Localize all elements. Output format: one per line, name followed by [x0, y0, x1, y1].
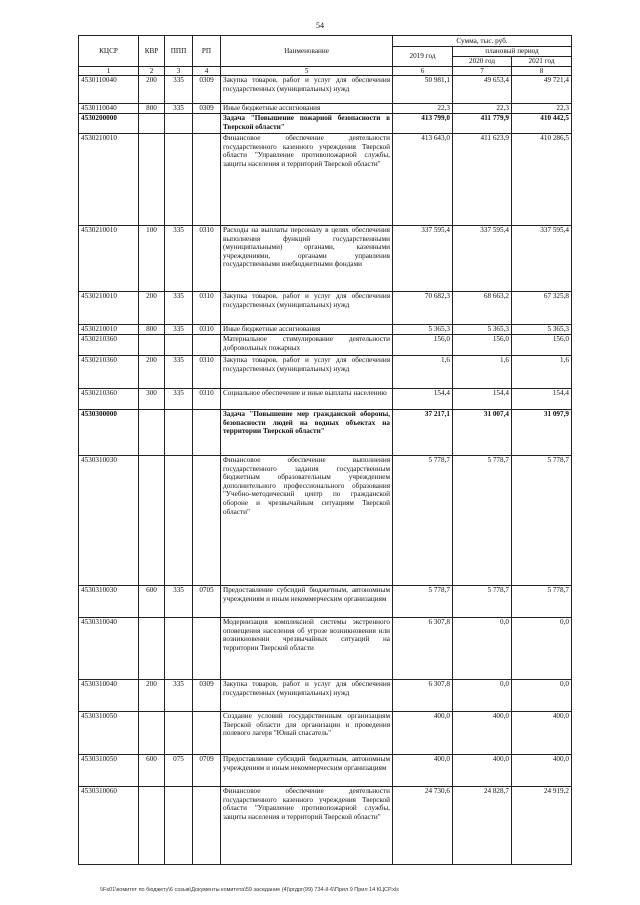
cell-kvr	[139, 114, 165, 134]
cell-kvr: 200	[139, 292, 165, 325]
cell-kcsr: 4530210360	[79, 356, 139, 389]
cell-2021: 5 778,7	[512, 586, 572, 618]
cell-2019: 156,0	[393, 335, 453, 356]
cell-2021: 0,0	[512, 618, 572, 680]
cell-2019: 24 730,6	[393, 787, 453, 865]
cell-2020: 5 365,3	[453, 325, 512, 335]
cell-name: Предоставление субсидий бюджетным, автономным учреждениям и иным некоммерческим организациям	[221, 755, 393, 787]
cell-2020: 0,0	[453, 680, 512, 712]
cell-name: Иные бюджетные ассигнования	[221, 325, 393, 335]
cell-kcsr: 4530310040	[79, 618, 139, 680]
table-row	[79, 114, 572, 134]
cell-ppp: 075	[165, 755, 193, 787]
cell-2019: 6 307,8	[393, 680, 453, 712]
column-index: 4	[193, 67, 221, 76]
cell-kcsr: 4530310050	[79, 712, 139, 755]
cell-ppp: 335	[165, 680, 193, 712]
cell-kcsr: 4530210360	[79, 335, 139, 356]
cell-2019: 70 682,3	[393, 292, 453, 325]
column-index-row	[79, 67, 572, 76]
cell-2019: 400,0	[393, 712, 453, 755]
cell-rp	[193, 712, 221, 755]
cell-name: Задача "Повышение мер гражданской обороны, безопасности людей на водных объектах на территории Тверской области"	[221, 410, 393, 456]
cell-kcsr: 4530110040	[79, 76, 139, 104]
cell-kvr	[139, 712, 165, 755]
cell-ppp: 335	[165, 325, 193, 335]
column-index: 3	[165, 67, 193, 76]
cell-rp: 0310	[193, 356, 221, 389]
cell-name: Финансовое обеспечение деятельности государственного казенного учреждения Тверской области "Управление противопожарной службы, защиты населения и территорий Тверской области"	[221, 134, 393, 226]
cell-rp: 0309	[193, 680, 221, 712]
cell-2020: 22,3	[453, 104, 512, 114]
cell-2020: 156,0	[453, 335, 512, 356]
table-row	[79, 134, 572, 226]
cell-2019: 5 778,7	[393, 586, 453, 618]
header-2020: 2020 год	[453, 57, 512, 67]
cell-rp: 0310	[193, 292, 221, 325]
cell-rp: 0310	[193, 389, 221, 410]
cell-2020: 49 653,4	[453, 76, 512, 104]
cell-2019: 22,3	[393, 104, 453, 114]
cell-ppp	[165, 618, 193, 680]
cell-kcsr: 4530210010	[79, 134, 139, 226]
cell-rp	[193, 787, 221, 865]
cell-kvr: 800	[139, 325, 165, 335]
cell-2021: 24 919,2	[512, 787, 572, 865]
cell-ppp	[165, 787, 193, 865]
cell-2020: 1,6	[453, 356, 512, 389]
cell-ppp: 335	[165, 356, 193, 389]
cell-ppp: 335	[165, 104, 193, 114]
cell-2019: 413 643,0	[393, 134, 453, 226]
cell-2021: 5 365,3	[512, 325, 572, 335]
cell-kvr: 600	[139, 755, 165, 787]
cell-name: Финансовое обеспечение выполнения государственного задания государственным бюджетным образовательным учреждением дополнительного профессионального образования "Учебно-методический центр по гражданской обороне и чрезвычайным ситуациям Тверской области"	[221, 456, 393, 586]
cell-rp: 0309	[193, 76, 221, 104]
table-body	[79, 76, 572, 865]
cell-2021: 410 286,5	[512, 134, 572, 226]
cell-rp	[193, 410, 221, 456]
cell-2021: 156,0	[512, 335, 572, 356]
cell-name: Расходы на выплаты персоналу в целях обеспечения выполнения функций государственными (муниципальными) органами, казенными учреждениями, органами управления государственными внебюджетными фондами	[221, 226, 393, 292]
column-index: 6	[393, 67, 453, 76]
header-kcsr: КЦСР	[79, 36, 139, 67]
cell-kvr	[139, 410, 165, 456]
cell-rp: 0309	[193, 104, 221, 114]
cell-kcsr: 4530210010	[79, 226, 139, 292]
cell-2021: 0,0	[512, 680, 572, 712]
cell-kcsr: 4530210010	[79, 325, 139, 335]
cell-rp	[193, 114, 221, 134]
cell-ppp	[165, 456, 193, 586]
cell-kvr: 200	[139, 680, 165, 712]
table-row	[79, 787, 572, 865]
cell-2019: 50 981,1	[393, 76, 453, 104]
cell-ppp: 335	[165, 389, 193, 410]
cell-2019: 37 217,1	[393, 410, 453, 456]
table-row	[79, 292, 572, 325]
table-row	[79, 456, 572, 586]
cell-name: Создание условий государственным организациям Тверской области для организации и проведения полевого лагеря "Юный спасатель"	[221, 712, 393, 755]
cell-2021: 67 325,8	[512, 292, 572, 325]
cell-name: Социальное обеспечение и иные выплаты населению	[221, 389, 393, 410]
cell-name: Закупка товаров, работ и услуг для обеспечения государственных (муниципальных) нужд	[221, 76, 393, 104]
cell-2021: 410 442,5	[512, 114, 572, 134]
cell-2019: 5 778,7	[393, 456, 453, 586]
header-kvr: КВР	[139, 36, 165, 67]
cell-2020: 5 778,7	[453, 456, 512, 586]
cell-2020: 411 623,9	[453, 134, 512, 226]
cell-2019: 154,4	[393, 389, 453, 410]
cell-rp: 0310	[193, 325, 221, 335]
table-row	[79, 76, 572, 104]
column-index: 5	[221, 67, 393, 76]
cell-ppp	[165, 410, 193, 456]
cell-2019: 6 307,8	[393, 618, 453, 680]
cell-2020: 68 663,2	[453, 292, 512, 325]
cell-kvr: 200	[139, 76, 165, 104]
header-2021: 2021 год	[512, 57, 572, 67]
cell-2021: 400,0	[512, 712, 572, 755]
cell-2020: 400,0	[453, 755, 512, 787]
cell-kvr	[139, 618, 165, 680]
cell-2021: 400,0	[512, 755, 572, 787]
cell-rp: 0705	[193, 586, 221, 618]
cell-2021: 1,6	[512, 356, 572, 389]
cell-kcsr: 4530110040	[79, 104, 139, 114]
table-row	[79, 356, 572, 389]
cell-name: Закупка товаров, работ и услуг для обеспечения государственных (муниципальных) нужд	[221, 356, 393, 389]
cell-name: Иные бюджетные ассигнования	[221, 104, 393, 114]
cell-2020: 154,4	[453, 389, 512, 410]
column-index: 7	[453, 67, 512, 76]
cell-ppp	[165, 712, 193, 755]
cell-2021: 337 595,4	[512, 226, 572, 292]
cell-2020: 24 828,7	[453, 787, 512, 865]
cell-kvr: 200	[139, 356, 165, 389]
table-row	[79, 410, 572, 456]
footer-file-path: \\Fs01\комитет по бюджету\6 созыв\Документы комитета\59 заседание (4)\ргдрг(99) 734-II-6\Прил 9 Прил 14 КЦСР.xls	[100, 887, 399, 893]
cell-2020: 5 778,7	[453, 586, 512, 618]
cell-2020: 411 779,9	[453, 114, 512, 134]
cell-2020: 0,0	[453, 618, 512, 680]
cell-rp	[193, 618, 221, 680]
cell-2019: 1,6	[393, 356, 453, 389]
table-row	[79, 226, 572, 292]
cell-kvr	[139, 134, 165, 226]
cell-ppp: 335	[165, 76, 193, 104]
header-ppp: ППП	[165, 36, 193, 67]
cell-2021: 22,3	[512, 104, 572, 114]
column-index: 2	[139, 67, 165, 76]
header-name: Наименование	[221, 36, 393, 67]
cell-rp	[193, 335, 221, 356]
cell-ppp	[165, 335, 193, 356]
cell-kvr: 600	[139, 586, 165, 618]
column-index: 8	[512, 67, 572, 76]
cell-2020: 400,0	[453, 712, 512, 755]
cell-name: Закупка товаров, работ и услуг для обеспечения государственных (муниципальных) нужд	[221, 680, 393, 712]
cell-2021: 154,4	[512, 389, 572, 410]
table-row	[79, 680, 572, 712]
table-row	[79, 389, 572, 410]
header-sum: Сумма, тыс. руб.	[393, 36, 572, 47]
cell-2019: 5 365,3	[393, 325, 453, 335]
cell-name: Материальное стимулирование деятельности добровольных пожарных	[221, 335, 393, 356]
cell-kcsr: 4530310050	[79, 755, 139, 787]
cell-name: Финансовое обеспечение деятельности государственного казенного учреждения Тверской области "Управление противопожарной службы, защиты населения и территорий Тверской области"	[221, 787, 393, 865]
cell-ppp: 335	[165, 586, 193, 618]
table-row	[79, 325, 572, 335]
table-row	[79, 755, 572, 787]
cell-kcsr: 4530310030	[79, 456, 139, 586]
table-row	[79, 586, 572, 618]
cell-2019: 413 799,0	[393, 114, 453, 134]
cell-kcsr: 4530310040	[79, 680, 139, 712]
cell-name: Модернизация комплексной системы экстренного оповещения населения об угрозе возникновения или возникновении чрезвычайных ситуаций на территории Тверской области	[221, 618, 393, 680]
table-row	[79, 712, 572, 755]
cell-rp	[193, 134, 221, 226]
cell-kcsr: 4530210360	[79, 389, 139, 410]
cell-2020: 337 595,4	[453, 226, 512, 292]
column-index: 1	[79, 67, 139, 76]
cell-rp: 0310	[193, 226, 221, 292]
cell-2020: 31 007,4	[453, 410, 512, 456]
table-row	[79, 335, 572, 356]
cell-kcsr: 4530310030	[79, 586, 139, 618]
budget-table	[78, 35, 572, 865]
header-2019: 2019 год	[393, 47, 453, 67]
cell-ppp: 335	[165, 226, 193, 292]
cell-kvr	[139, 335, 165, 356]
cell-kvr: 800	[139, 104, 165, 114]
header-rp: РП	[193, 36, 221, 67]
cell-name: Предоставление субсидий бюджетным, автономным учреждениям и иным некоммерческим организациям	[221, 586, 393, 618]
cell-name: Закупка товаров, работ и услуг для обеспечения государственных (муниципальных) нужд	[221, 292, 393, 325]
cell-ppp: 335	[165, 292, 193, 325]
cell-kcsr: 4530310060	[79, 787, 139, 865]
cell-ppp	[165, 134, 193, 226]
cell-rp: 0709	[193, 755, 221, 787]
cell-kcsr: 4530300000	[79, 410, 139, 456]
cell-kvr: 100	[139, 226, 165, 292]
page-number: 54	[316, 21, 324, 30]
header-plan-period: плановый период	[453, 47, 572, 57]
table-row	[79, 104, 572, 114]
cell-kvr	[139, 787, 165, 865]
cell-kvr	[139, 456, 165, 586]
cell-kcsr: 4530210010	[79, 292, 139, 325]
cell-2019: 337 595,4	[393, 226, 453, 292]
cell-2021: 31 097,9	[512, 410, 572, 456]
cell-kcsr: 4530200000	[79, 114, 139, 134]
cell-2019: 400,0	[393, 755, 453, 787]
cell-name: Задача "Повышение пожарной безопасности в Тверской области"	[221, 114, 393, 134]
table-row	[79, 618, 572, 680]
cell-rp	[193, 456, 221, 586]
cell-2021: 49 721,4	[512, 76, 572, 104]
cell-2021: 5 778,7	[512, 456, 572, 586]
cell-ppp	[165, 114, 193, 134]
cell-kvr: 300	[139, 389, 165, 410]
